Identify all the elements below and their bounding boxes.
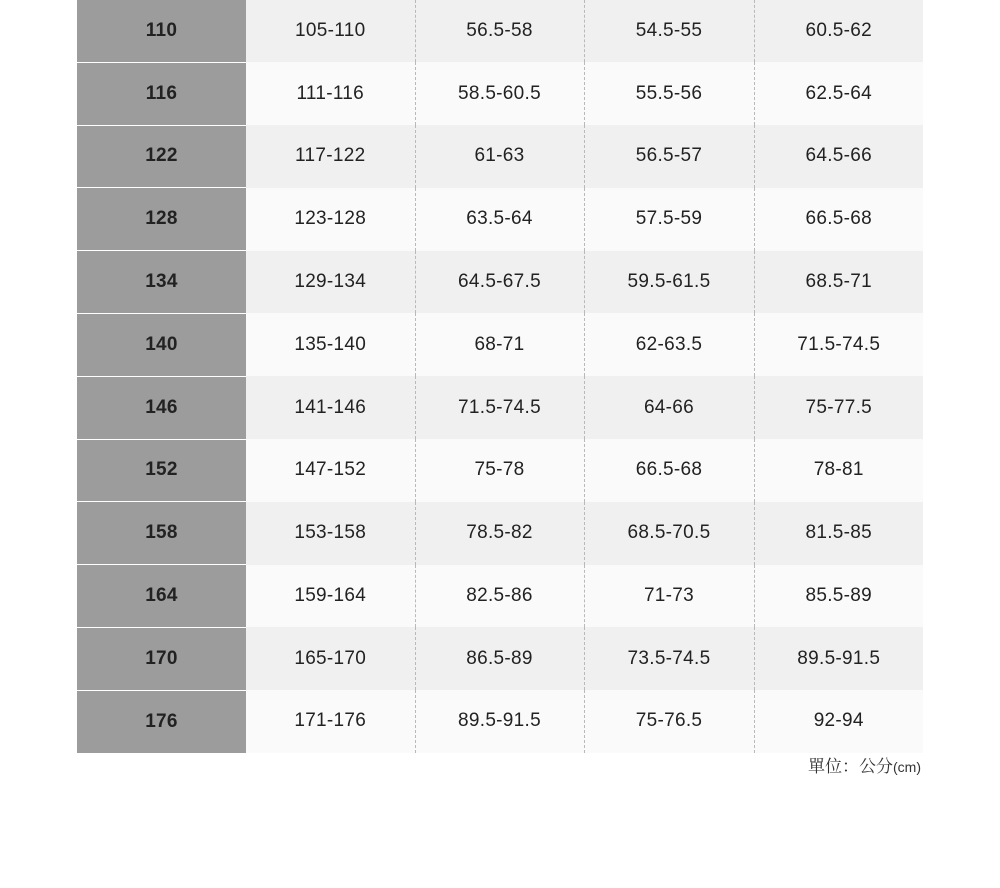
table-row bbox=[77, 188, 923, 251]
row-hip-value: 71.5-74.5 bbox=[754, 313, 923, 376]
row-waist-value: 55.5-56 bbox=[584, 62, 754, 125]
row-height-value: 111-116 bbox=[246, 62, 415, 125]
row-chest-value: 75-78 bbox=[415, 439, 584, 502]
row-waist-value: 66.5-68 bbox=[584, 439, 754, 502]
table-row bbox=[77, 62, 923, 125]
row-chest-value: 71.5-74.5 bbox=[415, 376, 584, 439]
row-hip-value: 68.5-71 bbox=[754, 251, 923, 314]
row-size-label: 122 bbox=[77, 125, 246, 188]
row-hip-value: 60.5-62 bbox=[754, 0, 923, 62]
row-hip-value: 75-77.5 bbox=[754, 376, 923, 439]
row-chest-value: 58.5-60.5 bbox=[415, 62, 584, 125]
row-chest-value: 64.5-67.5 bbox=[415, 251, 584, 314]
row-hip-value: 66.5-68 bbox=[754, 188, 923, 251]
row-waist-value: 62-63.5 bbox=[584, 313, 754, 376]
size-table-body bbox=[77, 0, 923, 753]
row-size-label: 110 bbox=[77, 0, 246, 62]
row-height-value: 171-176 bbox=[246, 690, 415, 752]
unit-note bbox=[77, 752, 923, 777]
row-size-label: 176 bbox=[77, 690, 246, 752]
row-waist-value: 59.5-61.5 bbox=[584, 251, 754, 314]
table-row bbox=[77, 627, 923, 690]
row-hip-value: 64.5-66 bbox=[754, 125, 923, 188]
row-height-value: 105-110 bbox=[246, 0, 415, 62]
row-waist-value: 57.5-59 bbox=[584, 188, 754, 251]
row-size-label: 152 bbox=[77, 439, 246, 502]
row-chest-value: 82.5-86 bbox=[415, 565, 584, 628]
row-hip-value: 62.5-64 bbox=[754, 62, 923, 125]
row-waist-value: 54.5-55 bbox=[584, 0, 754, 62]
row-height-value: 117-122 bbox=[246, 125, 415, 188]
row-size-label: 134 bbox=[77, 251, 246, 314]
row-height-value: 129-134 bbox=[246, 251, 415, 314]
table-row bbox=[77, 251, 923, 314]
row-waist-value: 56.5-57 bbox=[584, 125, 754, 188]
size-table bbox=[77, 0, 923, 753]
row-chest-value: 89.5-91.5 bbox=[415, 690, 584, 752]
row-waist-value: 75-76.5 bbox=[584, 690, 754, 752]
row-waist-value: 64-66 bbox=[584, 376, 754, 439]
row-hip-value: 78-81 bbox=[754, 439, 923, 502]
row-hip-value: 85.5-89 bbox=[754, 565, 923, 628]
table-row bbox=[77, 502, 923, 565]
row-size-label: 116 bbox=[77, 62, 246, 125]
row-chest-value: 61-63 bbox=[415, 125, 584, 188]
table-row bbox=[77, 439, 923, 502]
row-hip-value: 89.5-91.5 bbox=[754, 627, 923, 690]
row-size-label: 146 bbox=[77, 376, 246, 439]
row-height-value: 165-170 bbox=[246, 627, 415, 690]
table-row bbox=[77, 313, 923, 376]
row-size-label: 140 bbox=[77, 313, 246, 376]
size-table-container bbox=[77, 0, 923, 776]
table-row bbox=[77, 125, 923, 188]
row-hip-value: 92-94 bbox=[754, 690, 923, 752]
row-height-value: 153-158 bbox=[246, 502, 415, 565]
row-size-label: 128 bbox=[77, 188, 246, 251]
row-size-label: 164 bbox=[77, 565, 246, 628]
row-height-value: 159-164 bbox=[246, 565, 415, 628]
row-waist-value: 71-73 bbox=[584, 565, 754, 628]
row-chest-value: 56.5-58 bbox=[415, 0, 584, 62]
row-chest-value: 68-71 bbox=[415, 313, 584, 376]
row-hip-value: 81.5-85 bbox=[754, 502, 923, 565]
row-chest-value: 63.5-64 bbox=[415, 188, 584, 251]
table-row bbox=[77, 376, 923, 439]
table-row bbox=[77, 565, 923, 628]
row-height-value: 147-152 bbox=[246, 439, 415, 502]
row-height-value: 123-128 bbox=[246, 188, 415, 251]
row-size-label: 158 bbox=[77, 502, 246, 565]
unit-label: 單位：公分 bbox=[808, 757, 893, 776]
row-size-label: 170 bbox=[77, 627, 246, 690]
row-height-value: 135-140 bbox=[246, 313, 415, 376]
row-waist-value: 73.5-74.5 bbox=[584, 627, 754, 690]
table-row bbox=[77, 690, 923, 752]
row-height-value: 141-146 bbox=[246, 376, 415, 439]
unit-suffix: (cm) bbox=[893, 759, 921, 775]
row-chest-value: 78.5-82 bbox=[415, 502, 584, 565]
row-chest-value: 86.5-89 bbox=[415, 627, 584, 690]
row-waist-value: 68.5-70.5 bbox=[584, 502, 754, 565]
table-row bbox=[77, 0, 923, 62]
